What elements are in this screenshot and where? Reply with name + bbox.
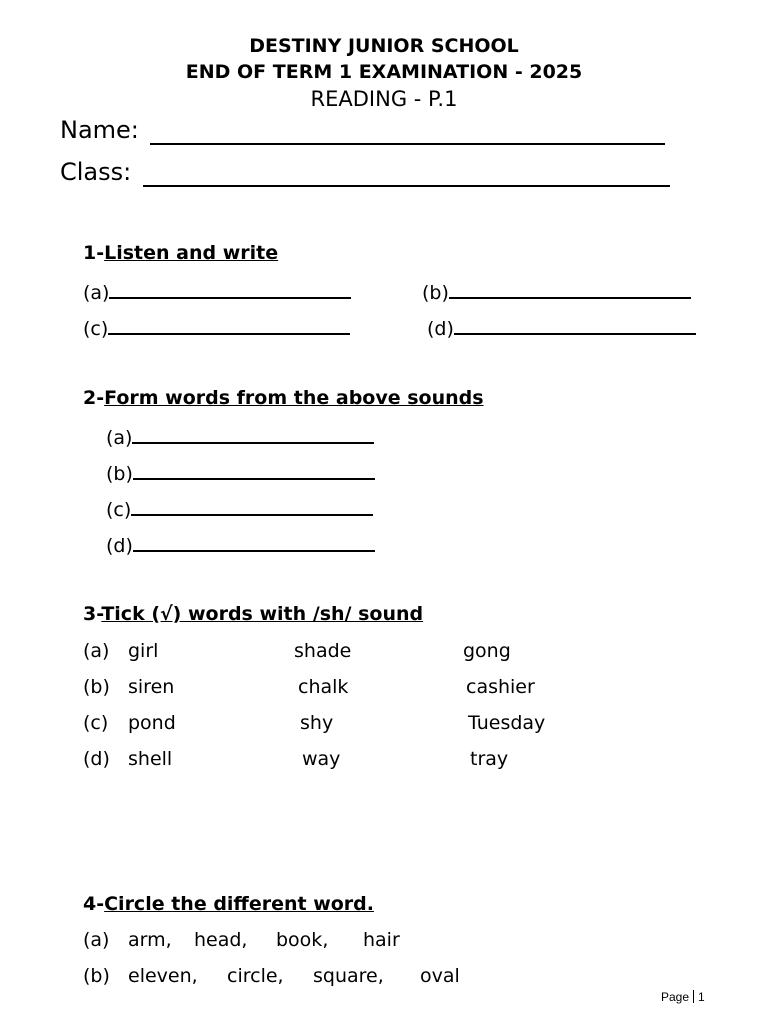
q2-number: 2- [83,387,105,409]
q1-item-d [427,315,696,340]
q3-number: 3- [83,603,102,625]
q1-number: 1- [83,242,105,264]
page-footer [661,990,705,1004]
q4-word[interactable]: oval [420,965,460,987]
q1-title [83,242,278,264]
q4-title [83,893,374,915]
name-label: Name: [60,116,139,144]
q2-item-c [106,496,373,521]
q3-word[interactable]: shade [294,640,352,662]
q4-word[interactable]: square, [313,965,384,987]
q1-blank-d[interactable] [454,315,696,335]
q2-label-c: (c) [106,499,132,521]
q1-item-c [83,315,350,340]
q3-row-label: (c) [83,712,109,734]
q2-blank-d[interactable] [133,532,375,552]
q4-word[interactable]: arm, [128,929,172,951]
q3-title-text: Tick (√) words with /sh/ sound [101,603,424,625]
q1-title-text: Listen and write [104,242,279,264]
q3-word[interactable]: gong [463,640,511,662]
q1-blank-c[interactable] [108,315,350,335]
school-name: DESTINY JUNIOR SCHOOL [249,35,519,57]
q2-label-b: (b) [106,463,133,485]
q4-title-text: Circle the different word. [104,893,374,915]
q2-label-d: (d) [106,535,133,557]
q4-word[interactable]: hair [363,929,400,951]
q3-row-label: (a) [83,640,110,662]
q3-word[interactable]: siren [128,676,175,698]
q2-blank-c[interactable] [131,496,373,516]
page-separator [693,990,694,1003]
q2-label-a: (a) [106,427,133,449]
q2-item-b [106,460,375,485]
page-number: 1 [698,990,705,1004]
q1-label-a: (a) [83,282,110,304]
class-label: Class: [60,158,132,186]
q1-blank-b[interactable] [449,279,691,299]
q2-title [83,387,484,409]
class-field[interactable] [143,185,670,187]
q4-row-label: (b) [83,965,110,987]
q3-row-label: (d) [83,748,110,770]
subject-title: READING - P.1 [310,87,458,111]
q3-title [83,603,423,625]
q1-label-b: (b) [422,282,449,304]
q1-blank-a[interactable] [109,279,351,299]
q3-word[interactable]: girl [128,640,159,662]
q4-word[interactable]: head, [194,929,248,951]
q1-item-a [83,279,351,304]
q3-word[interactable]: tray [470,748,509,770]
q3-word[interactable]: shell [128,748,173,770]
q2-blank-a[interactable] [132,424,374,444]
q1-label-c: (c) [83,318,109,340]
q3-word[interactable]: Tuesday [468,712,546,734]
exam-title: END OF TERM 1 EXAMINATION - 2025 [185,61,583,83]
q1-label-d: (d) [427,318,454,340]
q2-blank-b[interactable] [133,460,375,480]
q3-word[interactable]: shy [300,712,334,734]
q3-word[interactable]: pond [128,712,176,734]
q1-item-b [422,279,691,304]
page-label: Page [661,990,690,1004]
q4-row-label: (a) [83,929,110,951]
q2-item-a [106,424,374,449]
q3-word[interactable]: cashier [466,676,535,698]
q4-word[interactable]: book, [276,929,329,951]
q3-row-label: (b) [83,676,110,698]
q2-title-text: Form words from the above sounds [104,387,484,409]
q4-word[interactable]: eleven, [128,965,198,987]
q4-number: 4- [83,893,105,915]
q2-item-d [106,532,375,557]
q3-word[interactable]: chalk [298,676,349,698]
q4-word[interactable]: circle, [227,965,284,987]
q3-word[interactable]: way [302,748,341,770]
name-field[interactable] [150,143,665,145]
